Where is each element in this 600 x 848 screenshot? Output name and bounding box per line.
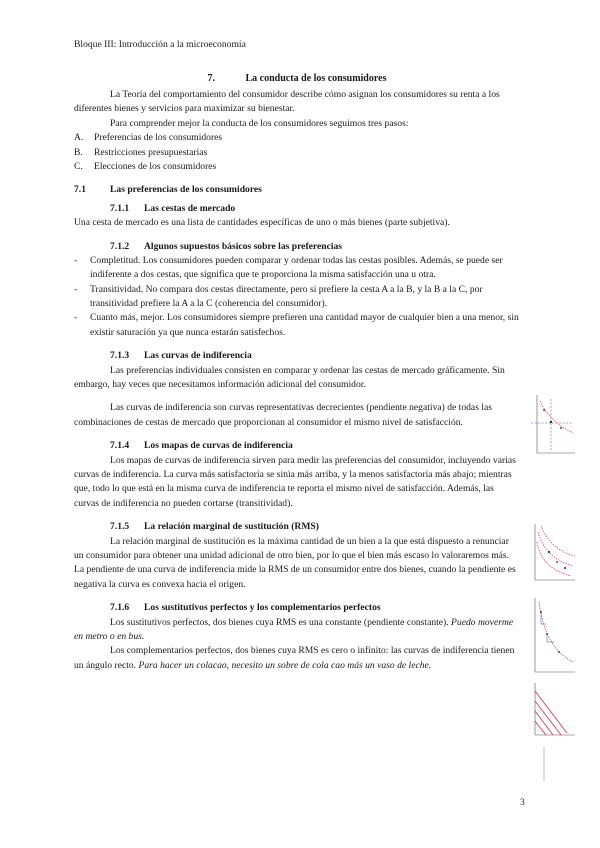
paragraph-7-1-4: Los mapas de curvas de indiferencia sirven para medir las preferencias del consumidor, incluyendo varias curvas de indiferencia. La curva más satisfactoria se sitúa más arriba, y la menos satisfactoria más abajo; mientras que, todo lo que está en la misma curva de indiferencia te reporta el mismo nivel de satisfacción. Además, las curvas de indiferencia no pueden cortarse (transitividad). <box>74 454 516 509</box>
running-header: Bloque III: Introducción a la microeconomía <box>74 39 246 50</box>
paragraph-7-1-6-a: Los sustitutivos perfectos, dos bienes cuya RMS es una constante (pendiente constante). Puedo moverme en metro o en bus. <box>74 616 514 642</box>
list-item: A. Preferencias de los consumidores <box>74 132 223 144</box>
list-item: C. Elecciones de los consumidores <box>74 160 217 172</box>
list-item: B. Restricciones presupuestarias <box>74 146 208 158</box>
chapter-title <box>74 71 520 86</box>
chapter-title-text: La conducta de los consumidores <box>245 73 387 84</box>
list-item: - Transitividad. No compara dos cestas directamente, pero si prefiere la cesta A a la B, y la B a la C, por transitividad prefiere la A a la C (coherencia del consumidor). <box>74 283 483 310</box>
page-number: 3 <box>520 797 525 808</box>
figure-indifference-curve <box>527 393 577 457</box>
paragraph-7-1-5: La relación marginal de sustitución es la máxima cantidad de un bien a la que está dispuesto a renunciar un consumidor para obtener una unidad adicional de otro bien, por lo que el bien más escaso lo valoraremos más. La pendiente de una curva de indiferencia mide la RMS de un consumidor entre dos bienes, cuando la pendiente es negativa la curva es convexa hacia el origen. <box>74 535 516 590</box>
figure-marginal-rate-of-substitution <box>527 596 577 676</box>
paragraph-7-1-1: Una cesta de mercado es una lista de cantidades específicas de uno o más bienes (parte subjetiva). <box>74 217 450 229</box>
intro-paragraph-1: La Teoría del comportamiento del consumidor describe cómo asignan los consumidores su renta a los diferentes bienes y servicios para maximizar su bienestar. <box>74 89 500 115</box>
section-heading-7-1-4: 7.1.4 Los mapas de curvas de indiferencia <box>110 440 293 452</box>
figure-perfect-substitutes <box>527 681 577 739</box>
assumptions-list <box>74 254 520 340</box>
section-heading-7-1-1: 7.1.1 Las cestas de mercado <box>110 202 236 214</box>
paragraph-7-1-3-b: Las curvas de indiferencia son curvas representativas decrecientes (pendiente negativa) de todas las combinaciones de cestas de mercado que proporcionan al consumidor el mismo nivel de satisfacción. <box>74 402 492 428</box>
paragraph-7-1-3-a: Las preferencias individuales consisten en comparar y ordenar las cestas de mercado gráficamente. Sin embargo, hay veces que necesitamos información adicional del consumidor. <box>74 364 505 391</box>
example-italic-1: Puedo moverme en metro o en bus. <box>74 616 514 642</box>
list-item: - Cuanto más, mejor. Los consumidores siempre prefieren una cantidad mayor de cualquier bien a una menor, sin existir saturación ya que nunca estarán satisfechos. <box>74 312 519 338</box>
example-italic-2: Para hacer un colacao, necesito un sobre de cola cao más un vaso de leche. <box>138 659 432 671</box>
section-heading-7-1-6: 7.1.6 Los sustitutivos perfectos y los complementarios perfectos <box>110 602 381 614</box>
section-heading-7-1: 7.1 Las preferencias de los consumidores <box>74 184 262 196</box>
chapter-number: 7. <box>207 73 216 84</box>
section-heading-7-1-3: 7.1.3 Las curvas de indiferencia <box>110 350 252 362</box>
paragraph-7-1-6-b: Los complementarios perfectos, dos bienes cuya RMS es cero o infinito: las curvas de indiferencia tienen un ángulo recto. Para hacer un colacao, necesito un sobre de cola cao más un vaso de leche. <box>74 645 515 671</box>
figure-indifference-map <box>527 522 577 584</box>
section-heading-7-1-5: 7.1.5 La relación marginal de sustitución (RMS) <box>110 521 319 533</box>
document-body <box>74 71 520 673</box>
list-item: - Completitud. Los consumidores pueden comparar y ordenar todas las cestas posibles. Además, se puede ser indiferente a dos cestas, que significa que te proporciona la misma satisfacción una u otra. <box>74 254 503 281</box>
steps-list <box>74 131 520 174</box>
figure-perfect-complements <box>540 745 552 785</box>
intro-paragraph-2: Para comprender mejor la conducta de los consumidores seguimos tres pasos: <box>110 117 409 129</box>
section-heading-7-1-2: 7.1.2 Algunos supuestos básicos sobre las preferencias <box>110 240 343 252</box>
